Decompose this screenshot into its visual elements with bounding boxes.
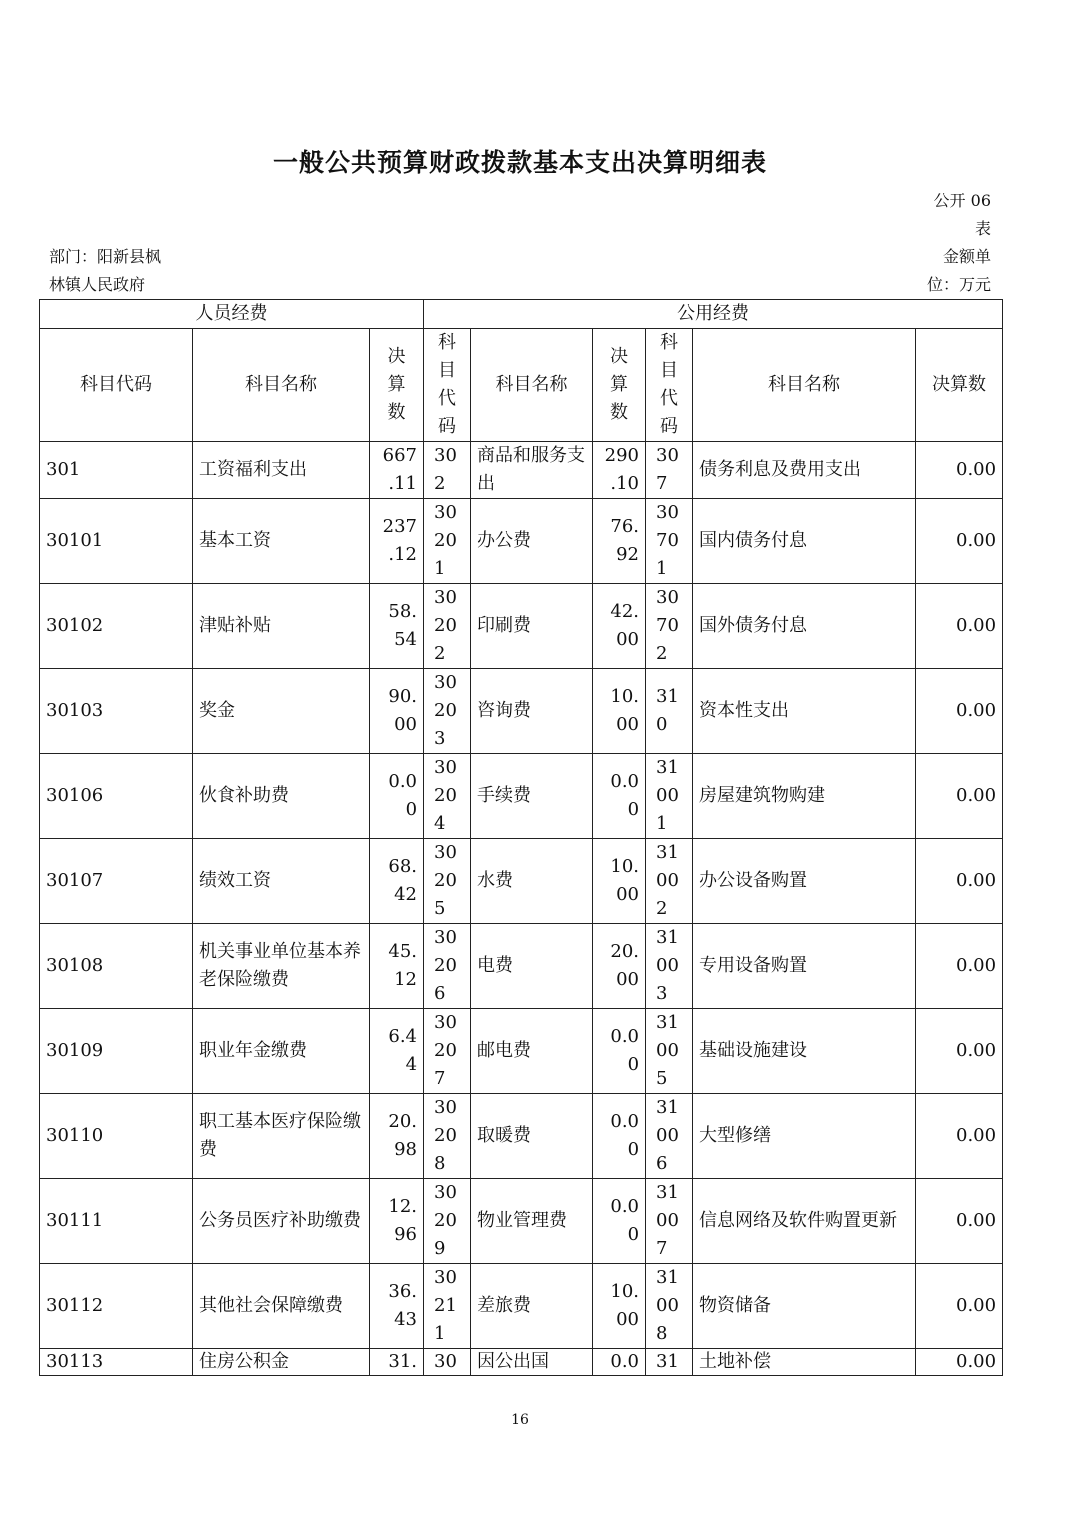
cell-line: 20 [434, 1125, 457, 1146]
cell-line: 31 [656, 1012, 679, 1033]
cell-line: 1 [656, 813, 668, 834]
cell-line: 21 [434, 1295, 457, 1316]
g-code-cell [424, 1349, 471, 1376]
cell-line: 00 [656, 1125, 679, 1146]
cell-line: 31 [656, 686, 679, 707]
table-row [40, 584, 1003, 669]
cell-line: 43 [394, 1309, 418, 1330]
p-code-cell: 30108 [40, 924, 193, 1009]
cell-line: 00 [616, 629, 640, 650]
cell-line: 30 [434, 1182, 457, 1203]
cell-line: 00 [394, 714, 418, 735]
g-name-cell: 咨询费 [471, 669, 593, 754]
cell-line: 30 [434, 1267, 457, 1288]
g-amount-cell [593, 754, 646, 839]
c-name-cell: 土地补偿 [693, 1349, 916, 1376]
header-char: 算 [387, 374, 406, 395]
p-code-cell: 30110 [40, 1094, 193, 1179]
cell-line: 20. [610, 941, 640, 962]
unit-line: 金额单 [942, 247, 991, 266]
p-amount-cell [370, 1179, 424, 1264]
cell-line: 0 [627, 1139, 640, 1160]
g-amount-cell [593, 1349, 646, 1376]
p-name-cell: 绩效工资 [193, 839, 370, 924]
cell-line: 00 [616, 969, 640, 990]
p-amount-cell [370, 1094, 424, 1179]
c-name-cell: 债务利息及费用支出 [693, 442, 916, 499]
cell-line: 31 [656, 1097, 679, 1118]
cell-line: 2 [434, 643, 446, 664]
cell-line: 30 [434, 757, 457, 778]
c-amount-cell: 0.00 [916, 1264, 1003, 1349]
p-name-cell: 津贴补贴 [193, 584, 370, 669]
cell-line: 20 [434, 870, 457, 891]
p-name-cell: 住房公积金 [193, 1349, 370, 1376]
p-code-cell: 30102 [40, 584, 193, 669]
g-name-cell: 办公费 [471, 499, 593, 584]
c-name-cell: 国外债务付息 [693, 584, 916, 669]
col-header-p-code: 科目代码 [40, 329, 193, 442]
cell-line: .12 [388, 544, 418, 565]
table-row [40, 1349, 1003, 1376]
cell-line: 00 [656, 1040, 679, 1061]
cell-line: 10. [610, 856, 640, 877]
header-char: 数 [610, 402, 629, 423]
g-amount-cell [593, 499, 646, 584]
cell-line: 30 [434, 927, 457, 948]
cell-line: 31. [388, 1351, 418, 1372]
page-title: 一般公共预算财政拨款基本支出决算明细表 [272, 148, 767, 177]
c-name-cell: 基础设施建设 [693, 1009, 916, 1094]
c-amount-cell: 0.00 [916, 839, 1003, 924]
p-amount-cell [370, 1349, 424, 1376]
c-name-cell: 专用设备购置 [693, 924, 916, 1009]
cell-line: 290 [604, 445, 640, 466]
c-code-cell [646, 584, 693, 669]
header-char: 码 [438, 416, 457, 437]
cell-line: 00 [616, 884, 640, 905]
g-code-cell [424, 754, 471, 839]
header-char: 科 [438, 332, 457, 353]
unit-line: 位：万元 [926, 275, 991, 294]
cell-line: 3 [656, 983, 668, 1004]
table-row [40, 1009, 1003, 1094]
c-name-cell: 办公设备购置 [693, 839, 916, 924]
col-header-g-code [424, 329, 471, 442]
cell-line: 00 [656, 785, 679, 806]
header-char: 目 [438, 360, 457, 381]
cell-line: 30 [434, 842, 457, 863]
p-amount-cell [370, 669, 424, 754]
cell-line: 1 [434, 558, 446, 579]
p-code-cell: 301 [40, 442, 193, 499]
cell-line: 45. [388, 941, 418, 962]
g-code-cell [424, 924, 471, 1009]
cell-line: 70 [656, 530, 679, 551]
cell-line: 0.0 [610, 1111, 640, 1132]
g-code-cell [424, 584, 471, 669]
header-char: 算 [610, 374, 629, 395]
form-code-line: 公开 06 [933, 191, 991, 210]
g-name-cell: 物业管理费 [471, 1179, 593, 1264]
col-header-c-code [646, 329, 693, 442]
group-header-row [40, 300, 1003, 329]
cell-line: 20 [434, 700, 457, 721]
p-code-cell: 30103 [40, 669, 193, 754]
department-line: 部门：阳新县枫 [49, 247, 162, 266]
g-amount-cell [593, 669, 646, 754]
cell-line: 31 [656, 927, 679, 948]
g-amount-cell [593, 442, 646, 499]
cell-line: 58. [388, 601, 418, 622]
col-header-g-amount [593, 329, 646, 442]
g-amount-cell [593, 1179, 646, 1264]
p-name-cell: 奖金 [193, 669, 370, 754]
c-code-cell [646, 499, 693, 584]
cell-line: 0.0 [388, 771, 418, 792]
g-amount-cell [593, 924, 646, 1009]
cell-line: 30 [434, 1351, 457, 1372]
table-row [40, 669, 1003, 754]
cell-line: 7 [434, 1068, 446, 1089]
p-name-cell: 职业年金缴费 [193, 1009, 370, 1094]
cell-line: 2 [656, 643, 668, 664]
table-row [40, 1094, 1003, 1179]
c-amount-cell: 0.00 [916, 754, 1003, 839]
table-row [40, 442, 1003, 499]
header-char: 决 [610, 346, 629, 367]
c-amount-cell: 0.00 [916, 1179, 1003, 1264]
form-code [901, 187, 991, 299]
cell-line: 237 [382, 516, 418, 537]
cell-line: 30 [434, 1012, 457, 1033]
group-header-public: 公用经费 [424, 300, 1003, 329]
p-amount-cell [370, 1009, 424, 1094]
p-name-cell: 工资福利支出 [193, 442, 370, 499]
cell-line: 7 [656, 1238, 668, 1259]
p-amount-cell [370, 839, 424, 924]
cell-line: 0 [627, 1224, 640, 1245]
g-amount-cell [593, 1009, 646, 1094]
cell-line: 00 [616, 1309, 640, 1330]
cell-line: 30 [434, 1097, 457, 1118]
cell-line: 0.0 [610, 771, 640, 792]
cell-line: .10 [610, 473, 640, 494]
g-amount-cell [593, 839, 646, 924]
c-code-cell [646, 924, 693, 1009]
g-name-cell: 商品和服务支出 [471, 442, 593, 499]
cell-line: 30 [656, 445, 679, 466]
c-code-cell [646, 442, 693, 499]
cell-line: 30 [434, 587, 457, 608]
c-amount-cell: 0.00 [916, 584, 1003, 669]
cell-line: 6 [434, 983, 446, 1004]
cell-line: 96 [394, 1224, 418, 1245]
cell-line: 2 [656, 898, 668, 919]
cell-line: 6 [656, 1153, 668, 1174]
cell-line: 54 [394, 629, 418, 650]
cell-line: 42. [610, 601, 640, 622]
cell-line: 98 [394, 1139, 418, 1160]
cell-line: 1 [656, 558, 668, 579]
g-name-cell: 邮电费 [471, 1009, 593, 1094]
cell-line: 36. [388, 1281, 418, 1302]
cell-line: 31 [656, 1351, 679, 1372]
cell-line: 30 [434, 502, 457, 523]
cell-line: 00 [656, 870, 679, 891]
cell-line: 2 [434, 473, 446, 494]
cell-line: 0.0 [610, 1196, 640, 1217]
g-code-cell [424, 839, 471, 924]
c-amount-cell: 0.00 [916, 1009, 1003, 1094]
cell-line: 0 [656, 714, 668, 735]
cell-line: 9 [434, 1238, 446, 1259]
cell-line: 0 [627, 799, 640, 820]
department-line: 林镇人民政府 [49, 275, 146, 294]
p-name-cell: 职工基本医疗保险缴费 [193, 1094, 370, 1179]
c-name-cell: 房屋建筑物购建 [693, 754, 916, 839]
p-amount-cell [370, 442, 424, 499]
p-amount-cell [370, 924, 424, 1009]
p-code-cell: 30113 [40, 1349, 193, 1376]
c-code-cell [646, 1094, 693, 1179]
table-row [40, 839, 1003, 924]
p-name-cell: 伙食补助费 [193, 754, 370, 839]
cell-line: 667 [382, 445, 418, 466]
c-name-cell: 国内债务付息 [693, 499, 916, 584]
p-name-cell: 公务员医疗补助缴费 [193, 1179, 370, 1264]
c-code-cell [646, 1009, 693, 1094]
table-row [40, 1179, 1003, 1264]
cell-line: 90. [388, 686, 418, 707]
header-char: 科 [660, 332, 679, 353]
p-code-cell: 30111 [40, 1179, 193, 1264]
cell-line: 31 [656, 842, 679, 863]
c-code-cell [646, 669, 693, 754]
g-amount-cell [593, 1094, 646, 1179]
cell-line: 0 [405, 799, 418, 820]
cell-line: 20 [434, 1040, 457, 1061]
table-row [40, 924, 1003, 1009]
col-header-c-amount: 决算数 [916, 329, 1003, 442]
g-name-cell: 手续费 [471, 754, 593, 839]
g-code-cell [424, 669, 471, 754]
cell-line: 5 [656, 1068, 668, 1089]
cell-line: 12 [394, 969, 418, 990]
cell-line: 92 [616, 544, 640, 565]
p-code-cell: 30101 [40, 499, 193, 584]
g-code-cell [424, 1264, 471, 1349]
cell-line: 31 [656, 1182, 679, 1203]
cell-line: 68. [388, 856, 418, 877]
cell-line: 5 [434, 898, 446, 919]
table-row [40, 499, 1003, 584]
cell-line: 20 [434, 530, 457, 551]
c-code-cell [646, 1349, 693, 1376]
cell-line: 30 [656, 502, 679, 523]
cell-line: 0.0 [610, 1351, 640, 1372]
cell-line: 30 [656, 587, 679, 608]
cell-line: .11 [388, 473, 418, 494]
cell-line: 1 [434, 1323, 446, 1344]
c-code-cell [646, 1264, 693, 1349]
c-amount-cell: 0.00 [916, 1094, 1003, 1179]
c-code-cell [646, 754, 693, 839]
p-code-cell: 30106 [40, 754, 193, 839]
expenditure-table [39, 299, 1003, 1376]
g-code-cell [424, 499, 471, 584]
c-name-cell: 信息网络及软件购置更新 [693, 1179, 916, 1264]
cell-line: 8 [434, 1153, 446, 1174]
table-row [40, 754, 1003, 839]
table-row [40, 1264, 1003, 1349]
cell-line: 70 [656, 615, 679, 636]
g-code-cell [424, 1094, 471, 1179]
g-name-cell: 因公出国 [471, 1349, 593, 1376]
c-name-cell: 物资储备 [693, 1264, 916, 1349]
c-amount-cell: 0.00 [916, 924, 1003, 1009]
cell-line: 4 [434, 813, 446, 834]
g-name-cell: 水费 [471, 839, 593, 924]
cell-line: 00 [656, 1295, 679, 1316]
g-name-cell: 电费 [471, 924, 593, 1009]
column-header-row [40, 329, 1003, 442]
c-amount-cell: 0.00 [916, 499, 1003, 584]
cell-line: 31 [656, 757, 679, 778]
g-code-cell [424, 442, 471, 499]
cell-line: 6.4 [388, 1026, 418, 1047]
department-label [49, 243, 209, 299]
g-amount-cell [593, 584, 646, 669]
cell-line: 10. [610, 1281, 640, 1302]
p-name-cell: 基本工资 [193, 499, 370, 584]
cell-line: 42 [394, 884, 418, 905]
cell-line: 7 [656, 473, 668, 494]
col-header-p-amount [370, 329, 424, 442]
cell-line: 00 [616, 714, 640, 735]
g-code-cell [424, 1179, 471, 1264]
cell-line: 0 [627, 1054, 640, 1075]
cell-line: 10. [610, 686, 640, 707]
group-header-personnel: 人员经费 [40, 300, 424, 329]
p-name-cell: 其他社会保障缴费 [193, 1264, 370, 1349]
c-code-cell [646, 1179, 693, 1264]
form-code-line: 表 [974, 219, 991, 238]
page-number: 16 [511, 1412, 529, 1428]
c-amount-cell: 0.00 [916, 669, 1003, 754]
g-name-cell: 印刷费 [471, 584, 593, 669]
p-amount-cell [370, 1264, 424, 1349]
g-name-cell: 取暖费 [471, 1094, 593, 1179]
cell-line: 4 [405, 1054, 418, 1075]
p-code-cell: 30109 [40, 1009, 193, 1094]
cell-line: 30 [434, 672, 457, 693]
c-name-cell: 大型修缮 [693, 1094, 916, 1179]
cell-line: 3 [434, 728, 446, 749]
cell-line: 20 [434, 785, 457, 806]
col-header-p-name: 科目名称 [193, 329, 370, 442]
cell-line: 76. [610, 516, 640, 537]
g-amount-cell [593, 1264, 646, 1349]
header-char: 目 [660, 360, 679, 381]
cell-line: 8 [656, 1323, 668, 1344]
p-amount-cell [370, 754, 424, 839]
p-code-cell: 30112 [40, 1264, 193, 1349]
header-char: 代 [660, 388, 679, 409]
g-code-cell [424, 1009, 471, 1094]
cell-line: 20 [434, 1210, 457, 1231]
cell-line: 20 [434, 615, 457, 636]
cell-line: 12. [388, 1196, 418, 1217]
cell-line: 00 [656, 1210, 679, 1231]
p-code-cell: 30107 [40, 839, 193, 924]
header-char: 码 [660, 416, 679, 437]
c-code-cell [646, 839, 693, 924]
p-amount-cell [370, 584, 424, 669]
c-amount-cell: 0.00 [916, 442, 1003, 499]
cell-line: 20 [434, 955, 457, 976]
header-char: 决 [387, 346, 406, 367]
cell-line: 31 [656, 1267, 679, 1288]
p-amount-cell [370, 499, 424, 584]
cell-line: 20. [388, 1111, 418, 1132]
col-header-c-name: 科目名称 [693, 329, 916, 442]
header-char: 代 [438, 388, 457, 409]
cell-line: 0.0 [610, 1026, 640, 1047]
p-name-cell: 机关事业单位基本养老保险缴费 [193, 924, 370, 1009]
cell-line: 00 [656, 955, 679, 976]
c-name-cell: 资本性支出 [693, 669, 916, 754]
col-header-g-name: 科目名称 [471, 329, 593, 442]
c-amount-cell: 0.00 [916, 1349, 1003, 1376]
g-name-cell: 差旅费 [471, 1264, 593, 1349]
cell-line: 30 [434, 445, 457, 466]
header-char: 数 [387, 402, 406, 423]
